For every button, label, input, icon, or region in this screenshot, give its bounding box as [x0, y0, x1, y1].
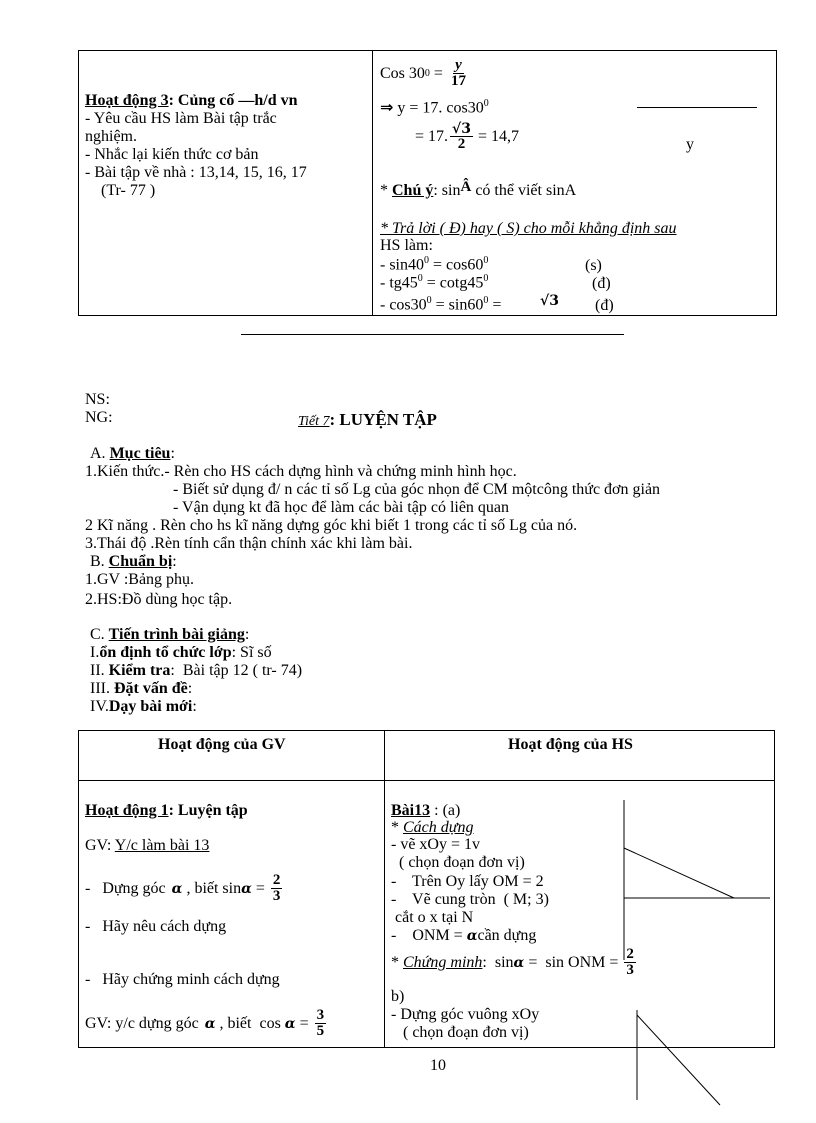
- chuan-bi-label: Chuẩn bị: [108, 553, 173, 570]
- calc-post: = 14,7: [477, 128, 520, 145]
- tt1-rest: : Sĩ số: [231, 644, 272, 661]
- muc-tieu-line-1: 1.Kiến thức.- Rèn cho HS cách dựng hình và chứng minh hình học.: [85, 463, 517, 480]
- tf-1-b: = cos60: [429, 256, 484, 274]
- tf-1-a: - sin40: [380, 256, 424, 274]
- hs-f-num: 2: [626, 946, 634, 962]
- muc-tieu-line-5: 3.Thái độ .Rèn tính cẩn thận chính xác khi làm bài.: [85, 535, 413, 552]
- deg-sup-tf2a: 0: [417, 273, 423, 284]
- hs-cm-star: *: [391, 953, 403, 971]
- frac-den: 17: [450, 73, 466, 89]
- alpha-1: α: [171, 880, 183, 897]
- deg-sup-tf1a: 0: [424, 255, 429, 266]
- hs-cm-label: Chứng minh: [403, 953, 483, 971]
- y-label: y: [686, 136, 694, 153]
- chuan-bi-suffix: :: [172, 553, 177, 570]
- gv-f2-num: 3: [316, 1007, 325, 1023]
- gv-f2-den: 5: [316, 1023, 325, 1039]
- hs-cd-label: Cách dựng: [403, 819, 474, 836]
- gv-dung-goc-text: - Dựng góc: [85, 879, 166, 897]
- alpha-3: α: [204, 1015, 216, 1032]
- muc-tieu-prefix: A.: [90, 445, 110, 462]
- tf-mark-3: (đ): [595, 297, 614, 314]
- tt2-rest: : Bài tập 12 ( tr- 74): [170, 662, 303, 679]
- deg-sup-tf3b: 0: [483, 295, 489, 306]
- hs-bai13-rest: : (a): [430, 802, 461, 819]
- muc-tieu-line-4: 2 Kĩ năng . Rèn cho hs kĩ năng dựng góc khi biết 1 trong các tỉ số Lg của nó.: [85, 517, 578, 534]
- hs-cm-rest: : sin: [482, 953, 514, 971]
- top-left-line-1: - Yêu cầu HS làm Bài tập trắc: [85, 110, 277, 127]
- tf-2-a: - tg45: [380, 274, 418, 292]
- muc-tieu-line-2: - Biết sử dụng đ/ n các tỉ số Lg của góc nhọn để CM mộtcông thức đơn giản: [173, 481, 661, 498]
- gv-yc2-mid: , biết cos: [215, 1014, 281, 1032]
- tf-heading: * Trả lời ( Đ) hay ( S) cho mỗi khẳng định sau: [380, 220, 677, 237]
- tf-mark-2: (đ): [592, 275, 611, 292]
- tt4-bold: Dạy bài mới: [108, 698, 193, 715]
- hs-l6-pre: - ONM =: [391, 927, 467, 944]
- frac-sqrt3: √3: [452, 121, 471, 137]
- col-header-gv: Hoạt động của GV: [158, 736, 286, 753]
- frac-two: 2: [457, 136, 466, 152]
- alpha-4: α: [284, 1015, 296, 1032]
- note-label: Chú ý: [392, 182, 434, 199]
- tien-trinh-suffix: :: [244, 626, 250, 643]
- gv-yc-link: Y/c làm bài 13: [114, 837, 210, 854]
- top-left-line-2: nghiệm.: [85, 128, 137, 145]
- hs-l6-rest: cần dựng: [477, 927, 537, 944]
- hs-l2: ( chọn đoạn đơn vị): [391, 854, 525, 871]
- angle-A: Â: [460, 179, 472, 195]
- tien-trinh-label: Tiến trình bài giảng: [108, 626, 245, 643]
- ng-label: NG:: [85, 409, 113, 426]
- activity3-heading: Hoạt động 3: [85, 92, 169, 109]
- cos-label: Cos 30: [380, 64, 425, 82]
- tt1-bold: ổn định tổ chức lớp: [99, 644, 232, 661]
- hs-l1: - vẽ xOy = 1v: [391, 836, 481, 853]
- gv-f1-den: 3: [272, 888, 281, 904]
- alpha-2: α: [241, 880, 252, 897]
- hs-lam: HS làm:: [380, 237, 433, 254]
- tt3-bold: Đặt vấn đề: [113, 680, 188, 697]
- tiet-title: : LUYỆN TẬP: [329, 410, 437, 429]
- gv-hay-cm: - Hãy chứng minh cách dựng: [85, 971, 280, 988]
- eq-sign: =: [429, 64, 447, 82]
- diagram-b-hypotenuse: [637, 1015, 720, 1105]
- hs-cd-star: *: [391, 819, 403, 836]
- tf-mark-1: (s): [585, 257, 602, 274]
- activity1-heading: Hoạt động 1: [85, 802, 169, 819]
- gv-yc2-pre: GV: y/c dựng góc: [85, 1014, 199, 1032]
- tt4-pre: IV.: [90, 698, 109, 715]
- tt2-bold: Kiểm tra: [108, 662, 171, 679]
- page-number: 10: [430, 1057, 446, 1074]
- gv-yc-pre: GV:: [85, 837, 115, 854]
- hs-b1: - Dựng góc vuông xOy: [391, 1006, 540, 1023]
- tf-3-b: = sin60: [431, 296, 484, 314]
- deg-sup: 0: [424, 67, 430, 79]
- deg-sup-tf3a: 0: [426, 295, 432, 306]
- arrow-line-text: y = 17. cos30: [397, 99, 484, 117]
- calc-pre: = 17.: [415, 128, 449, 145]
- deg-sup-tf1b: 0: [483, 255, 489, 266]
- ns-label: NS:: [85, 391, 110, 408]
- tt2-pre: II.: [90, 662, 109, 679]
- muc-tieu-line-3: - Vận dụng kt đã học để làm các bài tập có liên quan: [173, 499, 510, 516]
- muc-tieu-label: Mục tiêu: [109, 445, 171, 462]
- hs-cm-mid: = sin ONM =: [524, 953, 623, 971]
- tf-sqrt3: √3: [540, 293, 559, 309]
- top-left-line-5: (Tr- 77 ): [85, 182, 156, 199]
- hs-b2: ( chọn đoạn đơn vị): [391, 1024, 529, 1041]
- hs-f-den: 3: [626, 962, 634, 978]
- alpha-5: α: [466, 928, 478, 944]
- hs-l5: cắt o x tại N: [391, 909, 474, 926]
- note-star: *: [380, 182, 392, 199]
- chuan-bi-prefix: B.: [90, 553, 109, 570]
- top-left-line-4: - Bài tập về nhà : 13,14, 15, 16, 17: [85, 164, 307, 181]
- note-rest: : sin: [433, 182, 461, 199]
- note-tail: có thể viết sinA: [471, 182, 577, 199]
- tf-3-a: - cos30: [380, 296, 427, 314]
- deg-sup-2: 0: [483, 98, 489, 109]
- deg-sup-tf2b: 0: [483, 273, 489, 284]
- chuan-bi-line-2: 2.HS:Đồ dùng học tập.: [85, 591, 233, 608]
- activity3-heading-rest: : Củng cố —h/d vn: [168, 92, 298, 109]
- gv-biet-sin: , biết sin: [182, 879, 242, 897]
- activity1-rest: : Luyện tập: [168, 802, 248, 819]
- diagram-a-hypotenuse: [624, 848, 734, 898]
- tt3-pre: III.: [90, 680, 114, 697]
- hs-l3: - Trên Oy lấy OM = 2: [391, 873, 544, 890]
- tt1-pre: I.: [90, 644, 100, 661]
- tt4-rest: :: [192, 698, 197, 715]
- col-header-hs: Hoạt động của HS: [508, 736, 633, 753]
- tt3-rest: :: [187, 680, 193, 697]
- tf-2-b: = cotg45: [422, 274, 484, 292]
- tien-trinh-prefix: C.: [90, 626, 109, 643]
- gv-eq-1: =: [251, 879, 269, 897]
- alpha-6: α: [513, 954, 525, 971]
- tf-eq-extra: =: [488, 296, 506, 314]
- chuan-bi-line-1: 1.GV :Bảng phụ.: [85, 571, 195, 588]
- muc-tieu-suffix: :: [170, 445, 175, 462]
- gv-f1-num: 2: [272, 872, 281, 888]
- implies-icon: ⇒: [380, 97, 394, 117]
- gv-eq-2: =: [295, 1014, 313, 1032]
- hs-b: b): [391, 988, 405, 1005]
- gv-hay-neu: - Hãy nêu cách dựng: [85, 918, 227, 935]
- top-left-line-3: - Nhắc lại kiến thức cơ bản: [85, 146, 259, 163]
- hs-bai13-label: Bài13: [391, 802, 431, 819]
- frac-num: y: [455, 57, 462, 73]
- hs-l4: - Vẽ cung tròn ( M; 3): [391, 891, 549, 908]
- tiet-label: Tiết 7: [298, 414, 330, 429]
